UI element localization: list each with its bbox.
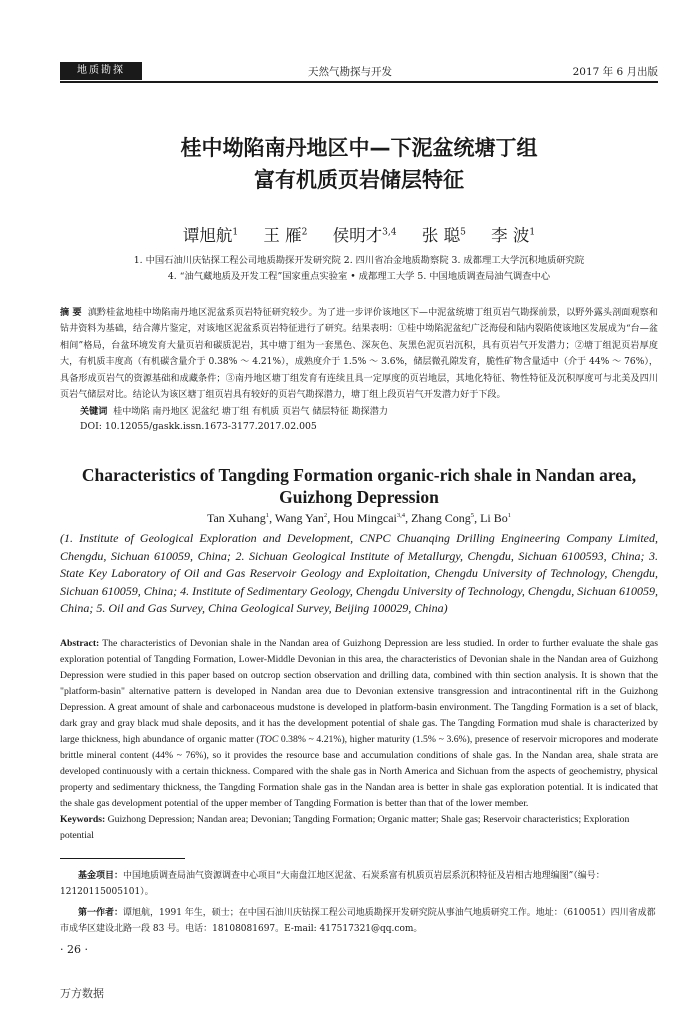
en-keywords-label: Keywords:	[60, 814, 106, 825]
cn-abstract-text: 滇黔桂盆地桂中坳陷南丹地区泥盆系页岩特征研究较少。为了进一步评价该地区下—中泥盆统塘丁组页岩气勘探前景，以野外露头剖面观察和钻井资料为基础，结合薄片鉴定，对该地区泥盆系页岩特征进行了研究。结果表明：①桂中坳陷泥盆纪广泛海侵和陆内裂陷使该地区发展成为“台—盆相间”格局，台盆环境发育大量页岩和碳质泥岩，其中塘丁组为一套黑色、深灰色、灰黑色泥页岩沉积，具有页岩气开发潜力；②塘丁组泥页岩厚度大，有机质丰度高（有机碳含量介于 0.38% ～ 4.21%），成熟度介于 1.5% ～ 3.6%，储层微孔隙发育，脆性矿物含量适中（介于 44% ～ 76%），具备形成页岩气的资源基础和成藏条件；③南丹地区塘丁组发育有连续且具一定厚度的页岩地层，其地化特征、物性特征及沉积厚度可与北美及四川页岩气储层对比。结论认为该区塘丁组页岩具有较好的页岩气勘探潜力，塘丁组上段页岩气开发潜力好于下段。	[60, 308, 658, 401]
en-title	[60, 464, 658, 508]
cn-affiliations-line2: 4. “油气藏地质及开发工程”国家重点实验室 • 成都理工大学 5. 中国地质调查局油气调查中心	[167, 271, 551, 282]
funding-label: 基金项目：	[78, 871, 124, 881]
cn-author: 张 聪$^5$	[421, 226, 466, 245]
footnote-rule	[60, 858, 185, 859]
journal-name: 天然气勘探与开发	[308, 66, 392, 78]
header-rule	[60, 81, 658, 83]
cn-title-line2: 富有机质页岩储层特征	[254, 168, 464, 192]
cn-author: 李 波$^1$	[491, 226, 536, 245]
en-author: Zhang Cong$^5$	[411, 511, 475, 525]
cn-abstract	[60, 305, 658, 403]
en-abstract-part2: 0.38% ~ 4.21%), higher maturity (1.5% ~ 3.6%), presence of reservoir micropores and moderate brittle mineral content (44% ~ 76%), so it provides the resource base and accumulation conditions of shale gas. In the Nandan area, shale strata are developed continuously with a certain thickness. Compared with the shale gas in North America and Sichuan from the aspects of geochemistry, physical property and sedimentary thickness, the Tangding Formation shale gas in the Nandan area is better in shale gas exploration potential. It is indicated that the shale gas development potential of the upper member of Tangding Formation is better than that of the lower member.	[60, 734, 659, 809]
page-number: · 26 ·	[60, 943, 88, 956]
en-abstract-toc: TOC	[259, 734, 279, 745]
cn-author: 王 雁$^2$	[263, 226, 308, 245]
en-affiliations: (1. Institute of Geological Exploration and Development, CNPC Chuanqing Drilling Engineering Company Limited, Chengdu, Sichuan 610059, China; 2. Sichuan Geological Institute of Metallurgy, Chengdu, Sichuan 6100593, China; 3. State Key Laboratory of Oil and Gas Reservoir Geology and Exploitation, Chengdu University of Technology, Chengdu, Sichuan 610059, China; 4. Institute of Sedimentary Geology, Chengdu University of Technology, Chengdu, Sichuan 610059, China; 5. Oil and Gas Survey, China Geological Survey, Beijing 100029, China)	[60, 531, 658, 616]
cn-title	[60, 132, 658, 196]
footnote-funding	[60, 869, 658, 900]
section-tag: 地质勘探	[60, 62, 142, 80]
funding-text: 中国地质调查局油气资源调查中心项目“大南盘江地区泥盆、石炭系富有机质页岩层系沉积特征及岩相古地理编图”（编号：12120115005101）。	[60, 871, 605, 897]
en-title-line1: Characteristics of Tangding Formation organic-rich shale in Nandan area,	[81, 465, 637, 485]
footnote-first-author	[60, 906, 658, 937]
cn-abstract-label: 摘 要	[60, 308, 82, 318]
doi: DOI: 10.12055/gaskk.issn.1673-3177.2017.02.005	[80, 421, 317, 432]
first-author-label: 第一作者：	[78, 908, 124, 918]
publication-date: 2017 年 6 月出版	[572, 66, 658, 78]
cn-keywords-text: 桂中坳陷 南丹地区 泥盆纪 塘丁组 有机质 页岩气 储层特征 勘探潜力	[113, 407, 388, 417]
cn-keywords-label: 关键词	[80, 407, 108, 417]
en-author: Wang Yan$^2$	[274, 511, 328, 525]
en-author: Tan Xuhang$^1$	[206, 511, 270, 525]
en-abstract	[60, 636, 658, 812]
first-author-text: 谭旭航，1991 年生，硕士；在中国石油川庆钻探工程公司地质勘探开发研究院从事油气地质研究工作。地址：（610051）四川省成都市成华区建设北路一段 83 号。电话：18108081697。E-mail: 417517321@qq.com。	[60, 908, 656, 934]
en-author: Hou Mingcai$^{3,4}$	[333, 511, 406, 525]
en-keywords-text: Guizhong Depression; Nandan area; Devonian; Tangding Formation; Organic matter; Shale gas; Reservoir characteristics; Exploration potential	[60, 814, 630, 841]
cn-keywords	[80, 404, 658, 417]
en-authors: Tan Xuhang$^1$, Wang Yan$^2$, Hou Mingcai$^{3,4}$, Zhang Cong$^5$, Li Bo$^1$	[206, 511, 512, 525]
cn-affiliations-line1: 1. 中国石油川庆钻探工程公司地质勘探开发研究院 2. 四川省冶金地质勘察院 3. 成都理工大学沉积地质研究院	[133, 255, 585, 266]
en-author: Li Bo$^1$	[480, 511, 512, 525]
en-abstract-label: Abstract:	[60, 638, 100, 649]
en-title-line2: Guizhong Depression	[279, 487, 439, 507]
en-keywords	[60, 812, 658, 844]
cn-authors	[60, 222, 658, 246]
en-abstract-part1: The characteristics of Devonian shale in the Nandan area of Guizhong Depression are less studied. In order to further evaluate the shale gas exploration potential of Tangding Formation, Lower-Middle Devonian in this area, the characteristics of Devonian shale in the Nandan area of Guizhong Depression were studied in this paper based on outcrop section observation and drilling data, combined with thin section analysis. It is shown that the "platform-basin" alternative pattern is developed in Nandan area due to Devonian extensive transgression and intracontinental rift in the Guizhong Depression. A great amount of shale and carbonaceous mudstone is developed in platform-basin environment. The Tangding Formation is a set of black, dark gray and gray black mud shale deposits, and it has the development potential of shale gas. The Tangding Formation mud shale is characterized by large thickness, high abundance of organic matter (	[60, 638, 658, 745]
watermark: 万方数据	[60, 987, 104, 1000]
cn-author: 谭旭航$^1$	[182, 226, 239, 245]
cn-title-line1: 桂中坳陷南丹地区中—下泥盆统塘丁组	[180, 136, 538, 160]
cn-author: 侯明才$^{3,4}$	[332, 226, 397, 245]
